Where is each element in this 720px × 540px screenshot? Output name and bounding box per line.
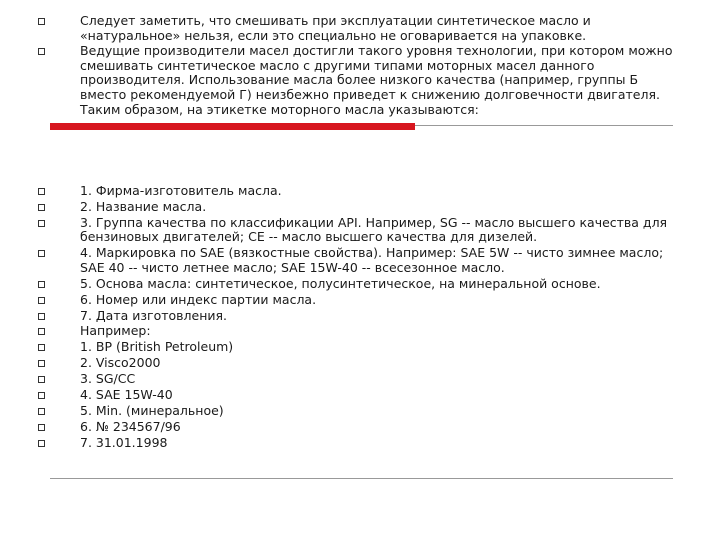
list-item-text: 4. SAE 15W-40 [80, 386, 173, 402]
list-item [38, 184, 680, 199]
square-bullet-icon [38, 48, 45, 55]
square-bullet-icon [38, 220, 45, 227]
list-item-text: 3. Группа качества по классификации API. Например, SG -- масло высшего качества для бензиновых двигателей; СЕ -- масло высшего качества для дизелей. [80, 214, 668, 245]
square-bullet-icon [38, 281, 45, 288]
list-item [38, 277, 680, 292]
list-item-text: 2. Название масла. [80, 198, 207, 214]
list-item [38, 293, 680, 308]
list-item-text: 2. Visco2000 [80, 355, 161, 371]
red-accent-bar [50, 123, 415, 130]
bottom-bullet-list [38, 184, 680, 452]
list-item-text: 5. Основа масла: синтетическое, полусинтетическое, на минеральной основе. [80, 275, 601, 291]
square-bullet-icon [38, 297, 45, 304]
square-bullet-icon [38, 440, 45, 447]
list-item-text: 6. № 234567/96 [80, 418, 181, 434]
list-item-text: Следует заметить, что смешивать при эксплуатации синтетическое масло и «натуральное» нельзя, если это специально не оговаривается на упаковке. [80, 13, 591, 43]
square-bullet-icon [38, 376, 45, 383]
list-item-text: 1. Фирма-изготовитель масла. [80, 183, 282, 198]
list-item [38, 404, 680, 419]
list-item-text: 4. Маркировка по SAE (вязкостные свойства). Например: SAE 5W -- чисто зимнее масло; SAE 40 -- чисто летнее масло; SAE 15W-40 -- всесезонное масло. [80, 245, 664, 275]
square-bullet-icon [38, 360, 45, 367]
square-bullet-icon [38, 250, 45, 257]
list-item [38, 246, 680, 275]
list-item-text: 7. Дата изготовления. [80, 307, 227, 323]
square-bullet-icon [38, 188, 45, 195]
square-bullet-icon [38, 328, 45, 335]
list-item [38, 44, 680, 117]
square-bullet-icon [38, 408, 45, 415]
list-item-text: 5. Min. (минеральное) [80, 402, 224, 418]
divider-line-bottom [50, 478, 673, 479]
list-item [38, 356, 680, 371]
list-item [38, 200, 680, 215]
list-item-text: 3. SG/CC [80, 371, 136, 387]
list-item-text: Например: [80, 323, 151, 339]
list-item [38, 372, 680, 387]
top-bullet-list [38, 14, 680, 118]
list-item [38, 324, 680, 339]
list-item-text: Ведущие производители масел достигли такого уровня технологии, при котором можно смешивать синтетическое масло с другими типами моторных масел данного производителя. Использование масла более низкого качества (например, группы Б вместо рекомендуемой Г) неизбежно приведет к снижению долговечности двигателя. Таким образом, на этикетке моторного масла указываются: [80, 43, 673, 117]
square-bullet-icon [38, 344, 45, 351]
list-item [38, 309, 680, 324]
list-item-text: 6. Номер или индекс партии масла. [80, 291, 317, 307]
list-item [38, 420, 680, 435]
list-item [38, 436, 680, 451]
list-item-text: 7. 31.01.1998 [80, 434, 168, 450]
square-bullet-icon [38, 424, 45, 431]
square-bullet-icon [38, 18, 45, 25]
list-item [38, 340, 680, 355]
square-bullet-icon [38, 313, 45, 320]
list-item [38, 388, 680, 403]
list-item [38, 216, 680, 245]
square-bullet-icon [38, 204, 45, 211]
list-item-text: 1. BP (British Petroleum) [80, 339, 234, 355]
list-item [38, 14, 680, 43]
square-bullet-icon [38, 392, 45, 399]
